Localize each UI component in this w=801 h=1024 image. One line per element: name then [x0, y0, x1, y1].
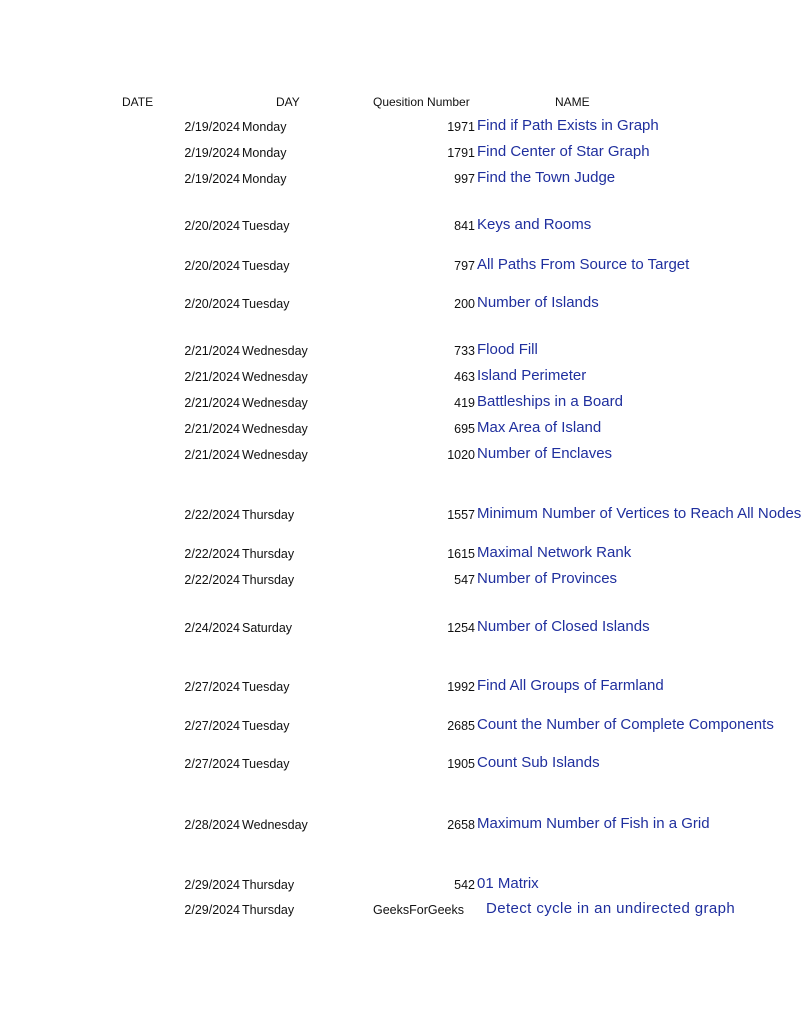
row-question-number: 542: [454, 878, 475, 892]
table-row: [0, 169, 768, 189]
row-name: Minimum Number of Vertices to Reach All Nodes: [477, 505, 801, 522]
row-question-number: 2658: [447, 818, 475, 832]
row-name: Number of Islands: [477, 294, 599, 311]
row-day: Thursday: [242, 878, 295, 892]
row-name: Maximum Number of Fish in a Grid: [477, 815, 710, 832]
table-row: [0, 875, 768, 895]
row-day: Wednesday: [242, 448, 308, 462]
row-day: Monday: [242, 146, 287, 160]
table-row: [0, 216, 768, 236]
header-question-number: Quesition Number: [373, 95, 470, 109]
row-question-number: 1992: [447, 680, 475, 694]
header-date: DATE: [122, 95, 154, 109]
row-name: Find Center of Star Graph: [477, 143, 650, 160]
row-name: Detect cycle in an undirected graph: [486, 900, 736, 917]
row-name: Find All Groups of Farmland: [477, 677, 664, 694]
row-question-number: 1254: [447, 621, 475, 635]
row-name: 01 Matrix: [477, 875, 539, 892]
table-row: [0, 900, 768, 920]
row-question-number: 1905: [447, 757, 475, 771]
row-name: Keys and Rooms: [477, 216, 592, 233]
row-date: 2/27/2024: [184, 719, 240, 733]
header-day: DAY: [276, 95, 300, 109]
row-day: Monday: [242, 120, 287, 134]
row-day: Wednesday: [242, 818, 308, 832]
row-day: Tuesday: [242, 719, 290, 733]
table-row: [0, 294, 768, 314]
row-date: 2/21/2024: [184, 448, 240, 462]
row-date: 2/21/2024: [184, 370, 240, 384]
table-row: [0, 677, 768, 697]
row-question-number: 695: [454, 422, 475, 436]
row-name: Flood Fill: [477, 341, 538, 358]
row-date: 2/27/2024: [184, 680, 240, 694]
row-name: All Paths From Source to Target: [477, 256, 690, 273]
table-row: [0, 618, 768, 638]
row-date: 2/22/2024: [184, 547, 240, 561]
row-date: 2/19/2024: [184, 120, 240, 134]
row-question-number: 463: [454, 370, 475, 384]
row-question-number: 997: [454, 172, 475, 186]
row-day: Tuesday: [242, 757, 290, 771]
table-row: [0, 367, 768, 387]
row-date: 2/22/2024: [184, 573, 240, 587]
header-name: NAME: [555, 95, 590, 109]
row-day: Tuesday: [242, 297, 290, 311]
row-day: Wednesday: [242, 370, 308, 384]
row-date: 2/20/2024: [184, 259, 240, 273]
row-question-number: 547: [454, 573, 475, 587]
row-question-number: 797: [454, 259, 475, 273]
row-name: Max Area of Island: [477, 419, 602, 436]
row-question-number: 419: [454, 396, 475, 410]
row-date: 2/28/2024: [184, 818, 240, 832]
row-question-number: 1615: [447, 547, 475, 561]
row-date: 2/19/2024: [184, 172, 240, 186]
row-day: Monday: [242, 172, 287, 186]
row-question-number: 733: [454, 344, 475, 358]
row-date: 2/22/2024: [184, 508, 240, 522]
row-date: 2/20/2024: [184, 297, 240, 311]
row-name: Number of Enclaves: [477, 445, 613, 462]
row-name: Battleships in a Board: [477, 393, 623, 410]
table-row: [0, 117, 768, 137]
row-date: 2/21/2024: [184, 396, 240, 410]
row-day: Tuesday: [242, 680, 290, 694]
table-row: [0, 393, 768, 413]
row-date: 2/29/2024: [184, 878, 240, 892]
row-day: Thursday: [242, 573, 295, 587]
row-date: 2/24/2024: [184, 621, 240, 635]
row-day: Saturday: [242, 621, 293, 635]
row-name: Find the Town Judge: [477, 169, 616, 186]
row-day: Thursday: [242, 903, 295, 917]
row-question-source: GeeksForGeeks: [373, 903, 465, 917]
row-day: Tuesday: [242, 219, 290, 233]
row-date: 2/20/2024: [184, 219, 240, 233]
row-date: 2/27/2024: [184, 757, 240, 771]
table-row: [0, 570, 768, 590]
row-name: Maximal Network Rank: [477, 544, 632, 561]
row-question-number: 1791: [447, 146, 475, 160]
row-day: Thursday: [242, 508, 295, 522]
row-question-number: 841: [454, 219, 475, 233]
row-question-number: 200: [454, 297, 475, 311]
table-row: [0, 419, 768, 439]
table-row: [0, 341, 768, 361]
row-question-number: 1971: [447, 120, 475, 134]
row-date: 2/21/2024: [184, 344, 240, 358]
table-row: [0, 544, 768, 564]
table-row: [0, 256, 768, 276]
row-name: Count the Number of Complete Components: [477, 716, 774, 733]
row-date: 2/29/2024: [184, 903, 240, 917]
row-name: Count Sub Islands: [477, 754, 600, 771]
row-day: Thursday: [242, 547, 295, 561]
table-row: [0, 754, 768, 774]
table-row: [0, 445, 768, 465]
row-question-number: 2685: [447, 719, 475, 733]
row-question-number: 1557: [447, 508, 475, 522]
table-row: [0, 815, 768, 835]
row-day: Wednesday: [242, 344, 308, 358]
row-day: Wednesday: [242, 396, 308, 410]
row-date: 2/21/2024: [184, 422, 240, 436]
row-day: Wednesday: [242, 422, 308, 436]
table-row: [0, 716, 774, 736]
row-date: 2/19/2024: [184, 146, 240, 160]
row-name: Number of Provinces: [477, 570, 618, 587]
row-name: Find if Path Exists in Graph: [477, 117, 659, 134]
row-name: Number of Closed Islands: [477, 618, 650, 635]
row-question-number: 1020: [447, 448, 475, 462]
row-name: Island Perimeter: [477, 367, 587, 384]
row-day: Tuesday: [242, 259, 290, 273]
table-row: [0, 143, 768, 163]
table-row: [0, 505, 801, 525]
